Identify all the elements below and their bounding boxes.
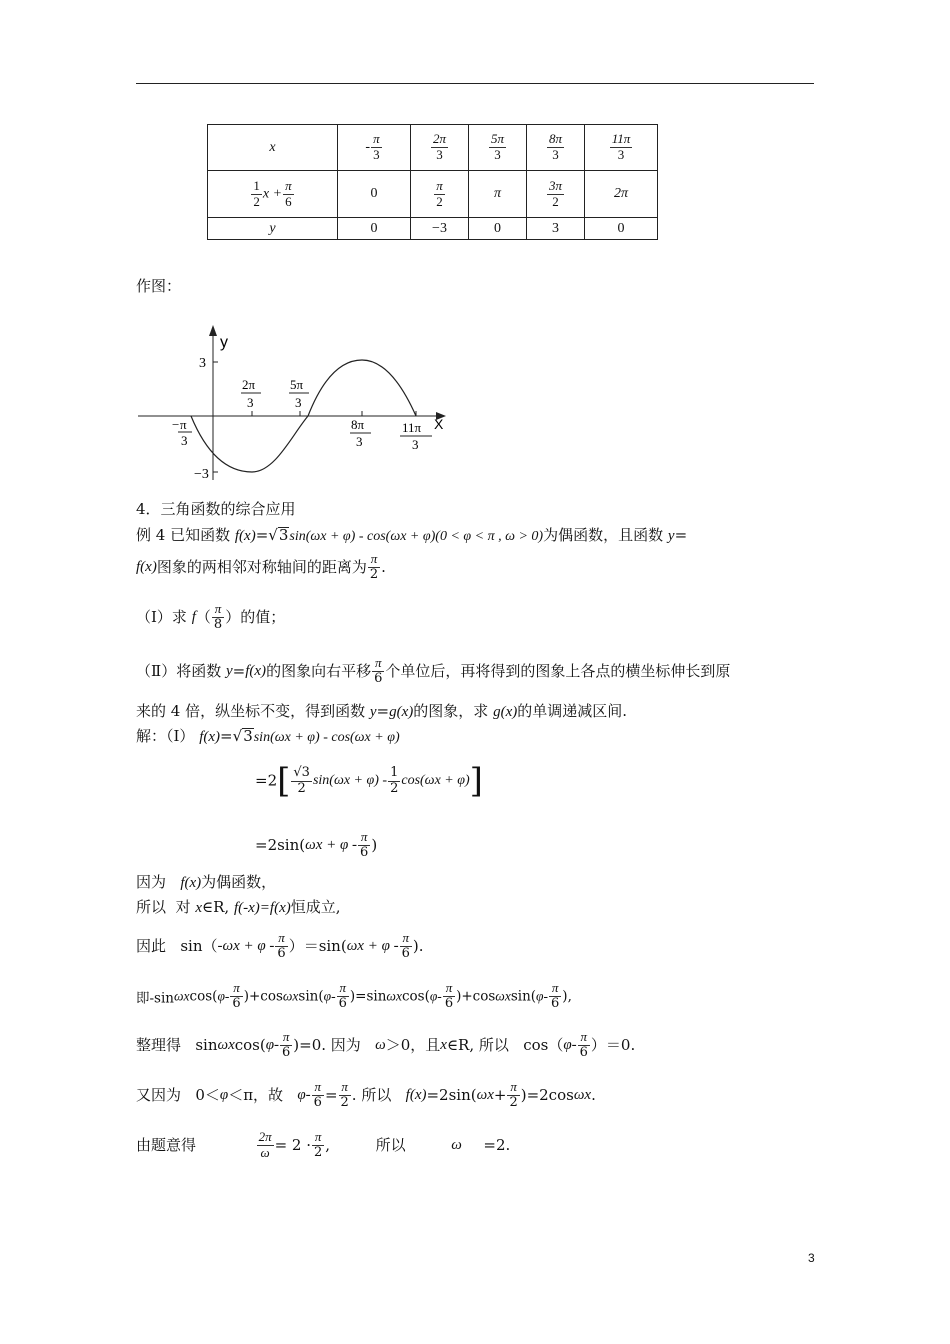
table-cell: $\frac{11\pi}{3}$	[585, 125, 658, 171]
zhengli-line: 整理得 sinωxcos(φ- $\frac{\pi}{6}$ )=0. 因为 ω＞0，且x∈R, 所以 cos（φ- $\frac{\pi}{6}$ ）＝0.	[136, 1029, 636, 1060]
header-rule	[136, 83, 814, 84]
zuotu-label: 作图：	[136, 277, 182, 295]
solution-line-1: 解：（Ⅰ） f(x)=√3sin(ωx + φ) - cos(ωx + φ)	[136, 727, 400, 745]
x-tick-label: 3	[295, 395, 302, 410]
table-row	[208, 218, 658, 240]
youti-line: 由题意得 $\frac{2\pi}{\omega}$ = 2 · $\frac{\pi}{2}$ , 所以 ω =2.	[136, 1129, 511, 1160]
table-row	[208, 125, 658, 171]
x-tick-label: 3	[356, 434, 363, 449]
table-cell: 0	[585, 218, 658, 240]
x-axis-label: X	[434, 416, 444, 432]
table-cell: y	[208, 218, 338, 240]
table-cell: $\frac{3\pi}{2}$	[527, 171, 585, 218]
table-row	[208, 171, 658, 218]
y-tick-label: −3	[194, 467, 209, 482]
table-cell: $\frac{2\pi}{3}$	[411, 125, 469, 171]
x-tick-label: −	[172, 417, 180, 432]
x-tick-label: 5π	[290, 377, 304, 392]
x-tick-label: 3	[412, 437, 419, 452]
table-cell: −3	[411, 218, 469, 240]
y-tick-label: 3	[199, 356, 206, 371]
table-cell: $\frac{8\pi}{3}$	[527, 125, 585, 171]
solution-line-2: =2[ $\frac{√3}{2}$ sin(ωx + φ) - $\frac{1}{2}$ cos(ωx + φ)]	[255, 761, 483, 801]
ji-line: 即-sinωxcos(φ- $\frac{\pi}{6}$ )+cosωxsin(φ- $\frac{\pi}{6}$ )=sinωxcos(φ- $\frac{\pi}{6}$ )+cosωxsin(φ- $\frac{\pi}{6}$ ),	[136, 980, 572, 1011]
so-line: 所以 对 x∈R, f(-x)=f(x)恒成立,	[136, 898, 341, 916]
table-cell: π	[469, 171, 527, 218]
section-heading: 4．三角函数的综合应用	[136, 500, 296, 518]
question-2-line-1: （Ⅱ）将函数 y=f(x)的图象向右平移 $\frac{\pi}{6}$ 个单位后，再将得到的图象上各点的横坐标伸长到原	[136, 655, 731, 686]
value-table	[207, 124, 658, 240]
table-cell: $\frac{5\pi}{3}$	[469, 125, 527, 171]
table-cell: $\frac{1}{2}$ x + $\frac{\pi}{6}$	[208, 171, 338, 218]
because-line: 因为 f(x)为偶函数，	[136, 873, 277, 891]
table-cell: 2π	[585, 171, 658, 218]
table-cell: x	[208, 125, 338, 171]
x-tick-label: 3	[181, 433, 188, 448]
sine-graph	[130, 320, 460, 495]
x-tick-label: 3	[247, 395, 254, 410]
x-tick-label: 2π	[242, 377, 256, 392]
table-cell: $\frac{\pi}{2}$	[411, 171, 469, 218]
hence-line: 因此 sin（-ωx + φ - $\frac{\pi}{6}$ ）＝sin(ωx + φ - $\frac{\pi}{6}$ ).	[136, 930, 424, 961]
table-cell: 0	[469, 218, 527, 240]
solution-line-3: =2sin(ωx + φ - $\frac{\pi}{6}$ )	[255, 829, 378, 860]
question-2-line-2: 来的 4 倍，纵坐标不变，得到函数 y=g(x)的图象，求 g(x)的单调递减区间.	[136, 702, 628, 720]
y-axis-label: y	[220, 334, 228, 351]
page-number: 3	[808, 1251, 815, 1265]
x-tick-label: 11π	[402, 420, 422, 435]
question-1: （Ⅰ）求 f（ $\frac{\pi}{8}$ ）的值；	[136, 601, 286, 632]
table-cell: 0	[338, 171, 411, 218]
table-cell: - $\frac{\pi}{3}$	[338, 125, 411, 171]
y-axis-arrow	[209, 325, 217, 336]
table-cell: 3	[527, 218, 585, 240]
example-4-line-2: f(x)图象的两相邻对称轴间的距离为 $\frac{\pi}{2}$ .	[136, 551, 386, 582]
x-tick-label: π	[180, 417, 187, 432]
table-cell: 0	[338, 218, 411, 240]
youyin-line: 又因为 0＜φ＜π，故 φ- $\frac{\pi}{6}$ = $\frac{\pi}{2}$ . 所以 f(x)=2sin(ωx+ $\frac{\pi}{2}$ )=2cosωx.	[136, 1079, 596, 1110]
x-tick-label: 8π	[351, 417, 365, 432]
example-4-line-1: 例 4 已知函数 f(x)=√3sin(ωx + φ) - cos(ωx + φ)(0 < φ < π , ω > 0)为偶函数，且函数 y=	[136, 526, 688, 544]
